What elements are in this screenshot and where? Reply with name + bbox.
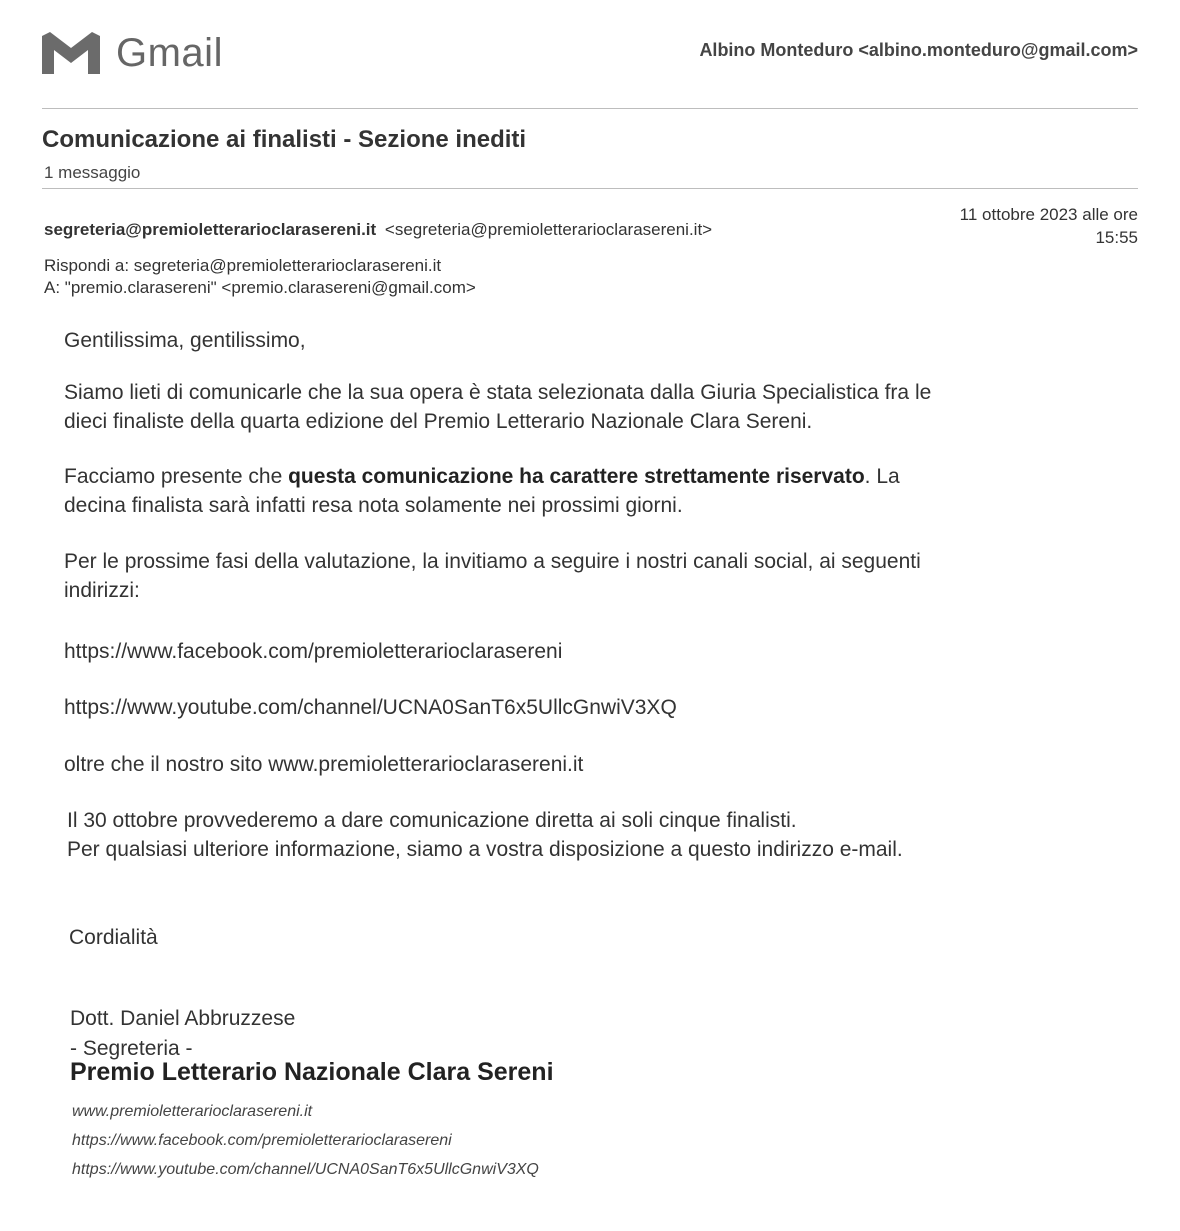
reply-to-line: Rispondi a: segreteria@premioletterarioclarasereni.it [44, 256, 442, 275]
paragraph-line: Per qualsiasi ulteriore informazione, siamo a vostra disposizione a questo indirizzo e-mail. [67, 838, 903, 861]
paragraph-text: Facciamo presente che [64, 465, 289, 488]
to-line: A: "premio.clarasereni" <premio.clarasereni@gmail.com> [44, 278, 476, 297]
greeting: Gentilissima, gentilissimo, [64, 329, 306, 352]
signature-links [72, 1097, 539, 1184]
gmail-wordmark: Gmail [116, 30, 223, 75]
signature-role: - Segreteria - [70, 1037, 193, 1060]
paragraph-line [64, 462, 1124, 491]
time-line: 15:55 [1095, 228, 1138, 247]
paragraph-social [64, 547, 1124, 605]
signature-facebook-link[interactable]: https://www.facebook.com/premioletterarioclarasereni [72, 1132, 452, 1149]
subject-divider [42, 188, 1138, 189]
confidential-notice: questa comunicazione ha carattere strettamente riservato [288, 465, 865, 488]
date-line: 11 ottobre 2023 alle ore [959, 205, 1138, 224]
message-date [898, 203, 1138, 249]
signature-site-link[interactable]: www.premioletterarioclarasereni.it [72, 1103, 313, 1120]
recipient-meta [44, 255, 476, 299]
paragraph-confidential [64, 462, 1124, 520]
signature-youtube-link[interactable]: https://www.youtube.com/channel/UCNA0SanT6x5UllcGnwiV3XQ [72, 1161, 539, 1178]
youtube-link[interactable]: https://www.youtube.com/channel/UCNA0SanT6x5UllcGnwiV3XQ [64, 696, 677, 719]
paragraph-deadline [67, 806, 1127, 864]
account-identity: Albino Monteduro <albino.monteduro@gmail.com> [699, 40, 1138, 60]
paragraph-line: Per le prossime fasi della valutazione, la invitiamo a seguire i nostri canali social, ai seguenti [64, 550, 921, 573]
signature-name: Dott. Daniel Abbruzzese [70, 1007, 296, 1030]
paragraph-line: decina finalista sarà infatti resa nota solamente nei prossimi giorni. [64, 494, 683, 517]
paragraph-line: dieci finaliste della quarta edizione del Premio Letterario Nazionale Clara Sereni. [64, 410, 813, 433]
facebook-link[interactable]: https://www.facebook.com/premioletterarioclarasereni [64, 640, 563, 663]
paragraph-line: Il 30 ottobre provvederemo a dare comunicazione diretta ai soli cinque finalisti. [67, 809, 797, 832]
gmail-logo-icon [40, 30, 102, 76]
signature-organization: Premio Letterario Nazionale Clara Sereni [70, 1058, 554, 1086]
thread-subject: Comunicazione ai finalisti - Sezione inediti [42, 126, 527, 153]
website-line: oltre che il nostro sito www.premioletterarioclarasereni.it [64, 753, 584, 776]
sender-name: segreteria@premioletterarioclarasereni.it [44, 220, 377, 239]
paragraph-text: . La [864, 465, 900, 488]
header-divider [42, 108, 1138, 109]
sender-line [44, 220, 712, 240]
message-count: 1 messaggio [44, 163, 141, 182]
paragraph-line: indirizzi: [64, 579, 140, 602]
closing: Cordialità [69, 926, 158, 949]
sender-address: <segreteria@premioletterarioclarasereni.it> [384, 220, 713, 239]
paragraph-line: Siamo lieti di comunicarle che la sua opera è stata selezionata dalla Giuria Specialistica fra le [64, 381, 932, 404]
gmail-logo [40, 30, 223, 76]
paragraph-selection [64, 378, 1124, 436]
